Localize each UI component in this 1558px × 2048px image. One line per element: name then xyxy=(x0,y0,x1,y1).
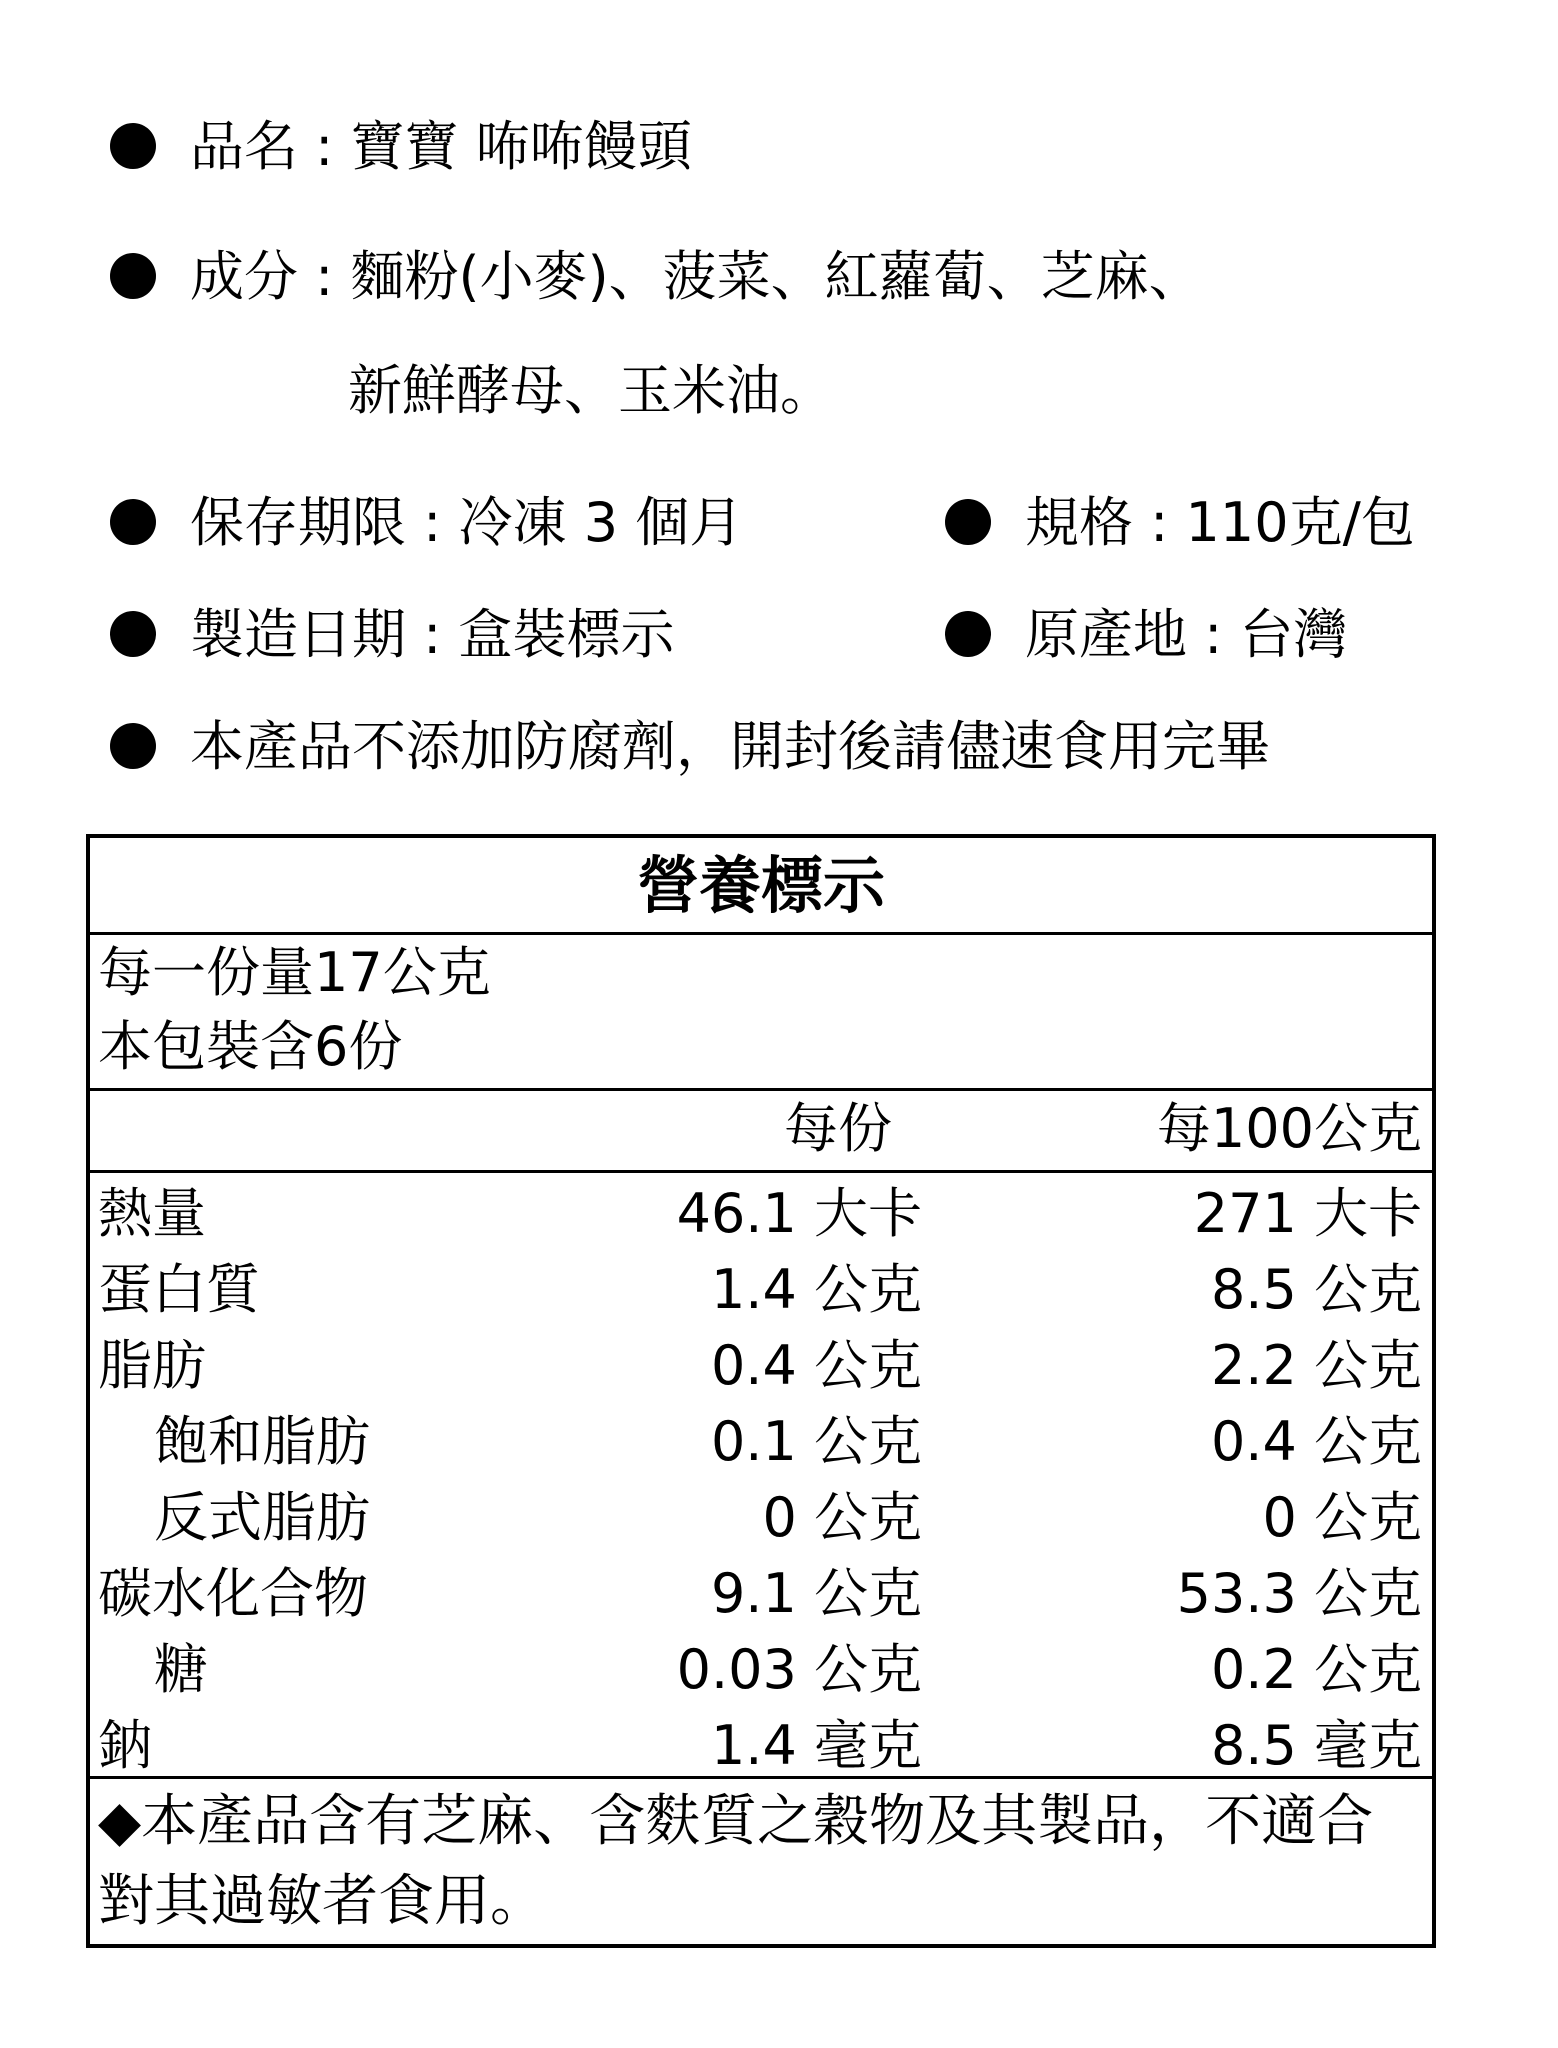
value-per-100g: 0 公克 xyxy=(1262,1486,1422,1549)
shelf-life-label: 保存期限 xyxy=(190,491,406,554)
table-row xyxy=(90,1328,1432,1404)
table-row xyxy=(90,1176,1432,1252)
bullet-icon xyxy=(945,499,991,545)
table-row xyxy=(90,1480,1432,1556)
diamond-icon: ◆ xyxy=(98,1789,142,1854)
nutrient-name: 脂肪 xyxy=(98,1334,206,1397)
value-per-serving: 1.4 公克 xyxy=(710,1258,922,1321)
nutrition-title: 營養標示 xyxy=(636,849,885,922)
divider xyxy=(90,1088,1432,1091)
value-per-serving: 9.1 公克 xyxy=(710,1562,922,1625)
preservative-notice: 本產品不添加防腐劑，開封後請儘速食用完畢 xyxy=(190,715,1270,778)
bullet-icon xyxy=(110,253,156,299)
nutrition-facts-panel xyxy=(86,834,1436,1948)
value-per-serving: 0.1 公克 xyxy=(710,1410,922,1473)
table-row xyxy=(90,1404,1432,1480)
value-per-serving: 1.4 毫克 xyxy=(710,1714,922,1777)
serving-size: 每一份量17公克 xyxy=(98,941,491,1004)
notice-line xyxy=(110,712,1270,782)
nutrient-name: 飽和脂肪 xyxy=(154,1410,370,1473)
product-name-label: 品名 xyxy=(190,115,298,178)
value-per-serving: 0.4 公克 xyxy=(710,1334,922,1397)
table-row xyxy=(90,1632,1432,1708)
spec-line: 規格 : 110克/包 xyxy=(945,488,1415,558)
nutrient-name: 鈉 xyxy=(98,1714,152,1777)
origin-line: 原產地 : 台灣 xyxy=(945,600,1348,670)
value-per-100g: 8.5 毫克 xyxy=(1210,1714,1422,1777)
product-name-value: 寶寶 咘咘饅頭 xyxy=(350,115,692,178)
ingredients-label: 成分 xyxy=(190,245,298,308)
bullet-icon xyxy=(110,723,156,769)
allergen-warning xyxy=(98,1782,1420,1942)
nutrient-name: 蛋白質 xyxy=(98,1258,260,1321)
divider xyxy=(90,1170,1432,1173)
value-per-100g: 271 大卡 xyxy=(1193,1182,1422,1245)
bullet-icon xyxy=(110,499,156,545)
column-header-per-serving: 每份 xyxy=(784,1097,892,1160)
ingredients-value-line1: 麵粉(小麥)、菠菜、紅蘿蔔、芝麻、 xyxy=(350,245,1203,308)
nutrient-name: 糖 xyxy=(154,1638,208,1701)
column-header-per-100g: 每100公克 xyxy=(1156,1097,1422,1160)
allergen-text: 本產品含有芝麻、含麩質之穀物及其製品，不適合對其過敏者食用。 xyxy=(98,1789,1374,1934)
nutrient-name: 熱量 xyxy=(98,1182,206,1245)
value-per-100g: 2.2 公克 xyxy=(1210,1334,1422,1397)
value-per-100g: 53.3 公克 xyxy=(1176,1562,1422,1625)
shelf-life-line: 保存期限 : 冷凍 3 個月 xyxy=(110,488,743,558)
bullet-icon xyxy=(945,611,991,657)
value-per-100g: 0.4 公克 xyxy=(1210,1410,1422,1473)
ingredients-value-line2: 新鮮酵母、玉米油。 xyxy=(348,359,834,422)
origin-label: 原產地 xyxy=(1025,603,1187,666)
spec-value: 110克/包 xyxy=(1185,491,1415,554)
value-per-100g: 8.5 公克 xyxy=(1210,1258,1422,1321)
bullet-icon xyxy=(110,123,156,169)
divider xyxy=(90,1776,1432,1779)
servings-per-pack: 本包裝含6份 xyxy=(98,1015,403,1078)
shelf-life-value: 冷凍 3 個月 xyxy=(458,491,744,554)
divider xyxy=(90,932,1432,935)
nutrient-name: 反式脂肪 xyxy=(154,1486,370,1549)
table-row xyxy=(90,1556,1432,1632)
bullet-icon xyxy=(110,611,156,657)
table-row xyxy=(90,1708,1432,1784)
ingredients-line: 成分 : 麵粉(小麥)、菠菜、紅蘿蔔、芝麻、 xyxy=(110,242,1203,312)
manufacture-date-line: 製造日期 : 盒裝標示 xyxy=(110,600,675,670)
origin-value: 台灣 xyxy=(1239,603,1348,666)
value-per-serving: 0 公克 xyxy=(762,1486,922,1549)
manufacture-date-value: 盒裝標示 xyxy=(458,603,675,666)
product-name-line: 品名 : 寶寶 咘咘饅頭 xyxy=(110,112,692,182)
table-row xyxy=(90,1252,1432,1328)
value-per-serving: 0.03 公克 xyxy=(676,1638,922,1701)
nutrient-name: 碳水化合物 xyxy=(98,1562,368,1625)
value-per-serving: 46.1 大卡 xyxy=(676,1182,922,1245)
value-per-100g: 0.2 公克 xyxy=(1210,1638,1422,1701)
manufacture-date-label: 製造日期 xyxy=(190,603,406,666)
spec-label: 規格 xyxy=(1025,491,1133,554)
